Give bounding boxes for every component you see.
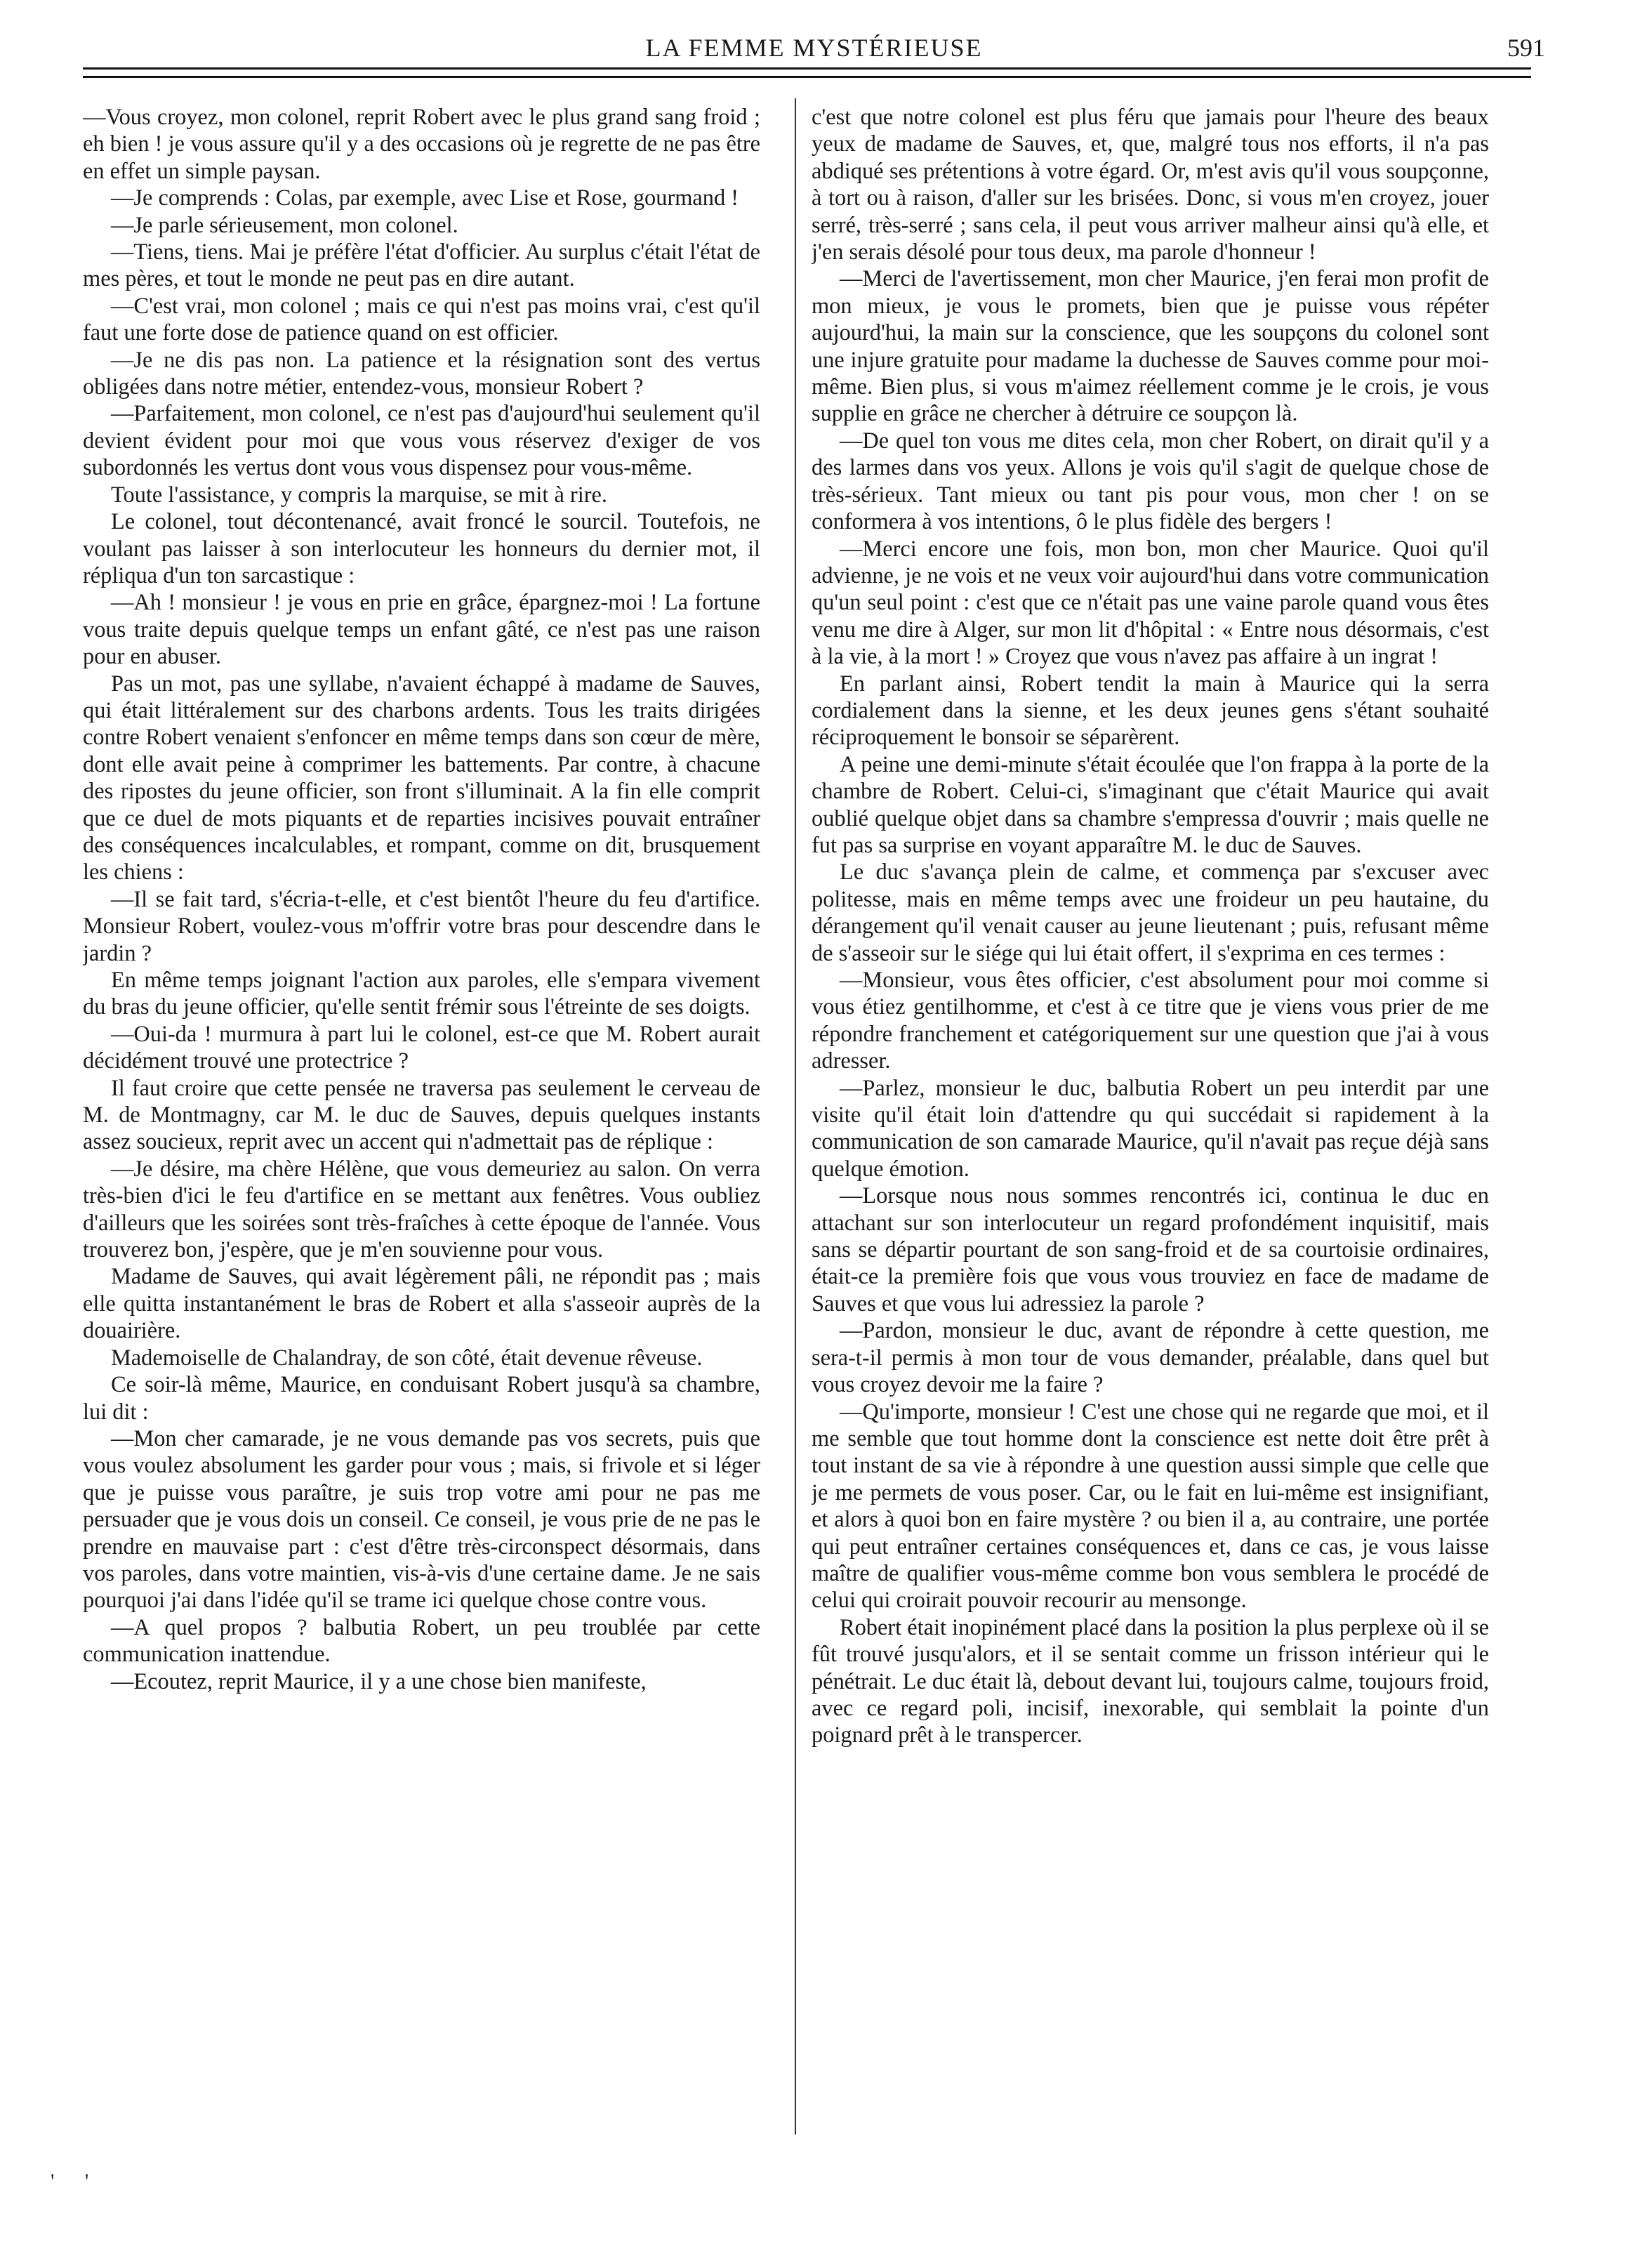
paragraph: —Ah ! monsieur ! je vous en prie en grâce, épargnez-moi ! La fortune vous traite depuis quelque temps un enfant gâté, ce n'est pas une raison pour en abuser. bbox=[83, 590, 760, 670]
paragraph: Toute l'assistance, y compris la marquise, se mit à rire. bbox=[111, 482, 607, 508]
page-number: 591 bbox=[1507, 34, 1545, 62]
paragraph: —De quel ton vous me dites cela, mon cher Robert, on dirait qu'il y a des larmes dans vos yeux. Allons je vois qu'il s'agit de quelque chose de très-sérieux. Tant mieux ou tant pis pour vous, mon cher ! on se conformera à vos intentions, ô le plus fidèle des bergers ! bbox=[812, 428, 1489, 535]
stray-print-marks: ' ' bbox=[51, 2170, 102, 2193]
paragraph: —Parfaitement, mon colonel, ce n'est pas d'aujourd'hui seulement qu'il devient évident pour moi que vous vous réservez d'exiger de vos subordonnés les vertus dont vous vous dispensez pour vous-même. bbox=[83, 401, 760, 481]
paragraph: Pas un mot, pas une syllabe, n'avaient échappé à madame de Sauves, qui était littéralement sur des charbons ardents. Tous les traits dirigées contre Robert venaient s'enfoncer en même temps dans son cœur de mère, dont elle avait peine à comprimer les battements. Par contre, à chacune des ripostes du jeune officier, son front s'illuminait. A la fin elle comprit que ce duel de mots piquants et de reparties incisives pouvait entraîner des conséquences incalculables, et rompant, comme on dit, brusquement les chiens : bbox=[83, 671, 760, 885]
paragraph: —C'est vrai, mon colonel ; mais ce qui n'est pas moins vrai, c'est qu'il faut une forte dose de patience quand on est officier. bbox=[83, 293, 760, 346]
paragraph: Madame de Sauves, qui avait légèrement pâli, ne répondit pas ; mais elle quitta instantanément le bras de Robert et alla s'asseoir auprès de la douairière. bbox=[83, 1264, 760, 1344]
paragraph: —Je ne dis pas non. La patience et la résignation sont des vertus obligées dans notre métier, entendez-vous, monsieur Robert ? bbox=[83, 347, 760, 400]
paragraph: —Ecoutez, reprit Maurice, il y a une chose bien manifeste, bbox=[111, 1668, 647, 1694]
paragraph: —Je comprends : Colas, par exemple, avec Lise et Rose, gourmand ! bbox=[111, 185, 739, 211]
paragraph: —Vous croyez, mon colonel, reprit Robert avec le plus grand sang froid ; eh bien ! je vous assure qu'il y a des occasions où je regrette de ne pas être en effet un simple paysan. bbox=[83, 105, 760, 184]
left-column bbox=[83, 104, 760, 2154]
paragraph: —Merci de l'avertissement, mon cher Maurice, j'en ferai mon profit de mon mieux, je vous le promets, bien que je puisse vous répéter aujourd'hui, la main sur la conscience, que les soupçons du colonel sont une injure gratuite pour madame la duchesse de Sauves comme pour moi-même. Bien plus, si vous m'aimez réellement comme je le crois, je vous supplie en grâce ne chercher à détruire ce soupçon là. bbox=[812, 266, 1489, 427]
paragraph: —A quel propos ? balbutia Robert, un peu troublée par cette communication inattendue. bbox=[83, 1614, 760, 1668]
paragraph: Ce soir-là même, Maurice, en conduisant Robert jusqu'à sa chambre, lui dit : bbox=[83, 1372, 760, 1425]
paragraph: Robert était inopinément placé dans la position la plus perplexe où il se fût trouvé jusqu'alors, et il se sentait comme un frisson intérieur qui le pénétrait. Le duc était là, debout devant lui, toujours calme, toujours froid, avec ce regard poli, incisif, inexorable, qui semblait la pointe d'un poignard prêt à le transpercer. bbox=[812, 1614, 1489, 1748]
header-rule-bottom bbox=[83, 76, 1531, 78]
paragraph: —Je désire, ma chère Hélène, que vous demeuriez au salon. On verra très-bien d'ici le feu d'artifice en se mettant aux fenêtres. Vous oubliez d'ailleurs que les soirées sont très-fraîches à cette époque de l'année. Vous trouverez bon, j'espère, que je m'en souvienne pour vous. bbox=[83, 1156, 760, 1263]
header-rule-top bbox=[83, 67, 1531, 70]
paragraph: —Pardon, monsieur le duc, avant de répondre à cette question, me sera-t-il permis à mon tour de vous demander, préalable, dans quel but vous croyez devoir me la faire ? bbox=[812, 1318, 1489, 1398]
paragraph: Il faut croire que cette pensée ne traversa pas seulement le cerveau de M. de Montmagny, car M. le duc de Sauves, depuis quelques instants assez soucieux, reprit avec un accent qui n'admettait pas de réplique : bbox=[83, 1075, 760, 1155]
right-column bbox=[812, 104, 1489, 2154]
paragraph: Mademoiselle de Chalandray, de son côté, était devenue rêveuse. bbox=[111, 1345, 703, 1371]
paragraph: —Oui-da ! murmura à part lui le colonel, est-ce que M. Robert aurait décidément trouvé une protectrice ? bbox=[83, 1021, 760, 1074]
paragraph: A peine une demi-minute s'était écoulée que l'on frappa à la porte de la chambre de Robert. Celui-ci, s'imaginant que c'était Maurice qui avait oublié quelque objet dans sa chambre s'empressa d'ouvrir ; mais quelle ne fut pas sa surprise en voyant apparaître M. le duc de Sauves. bbox=[812, 751, 1489, 858]
paragraph: c'est que notre colonel est plus féru que jamais pour l'heure des beaux yeux de madame de Sauves, et, que, malgré tous nos efforts, il n'a pas abdiqué ses prétentions à votre égard. Or, m'est avis qu'il vous soupçonne, à tort ou à raison, d'aller sur les brisées. Donc, si vous m'en croyez, jouer serré, très-serré ; sans cela, il peut vous arriver malheur ainsi qu'à elle, et j'en serais désolé pour tous deux, ma parole d'honneur ! bbox=[812, 105, 1489, 265]
paragraph: —Qu'importe, monsieur ! C'est une chose qui ne regarde que moi, et il me semble que tout homme dont la conscience est nette doit être prêt à tout instant de sa vie à répondre à une question aussi simple que celle que je me permets de vous poser. Car, ou le fait en lui-même est insignifiant, et alors à quoi bon en faire mystère ? ou bien il a, au contraire, une portée qui peut entraîner certaines conséquences et, dans ce cas, je vous laisse maître de qualifier vous-même comme bon vous semblera le procédé de celui qui croirait pouvoir recourir au mensonge. bbox=[812, 1399, 1489, 1614]
paragraph: —Mon cher camarade, je ne vous demande pas vos secrets, puis que vous voulez absolument les garder pour vous ; mais, si frivole et si léger que je puisse vous paraître, je suis trop votre ami pour ne pas me persuader que je vous dois un conseil. Ce conseil, je vous prie de ne pas le prendre en mauvaise part : c'est d'être très-circonspect désormais, dans vos paroles, dans votre maintien, vis-à-vis d'une certaine dame. Je ne sais pourquoi j'ai dans l'idée qu'il se trame ici quelque chose contre vous. bbox=[83, 1425, 760, 1614]
running-title: LA FEMME MYSTÉRIEUSE bbox=[645, 34, 983, 62]
column-divider bbox=[795, 98, 796, 2135]
paragraph: —Merci encore une fois, mon bon, mon cher Maurice. Quoi qu'il advienne, je ne vois et ne veux voir aujourd'hui dans votre communication qu'un seul point : c'est que ce n'était pas une vaine parole quand vous êtes venu me dire à Alger, sur mon lit d'hôpital : « Entre nous désormais, c'est à la vie, à la mort ! » Croyez que vous n'avez pas affaire à un ingrat ! bbox=[812, 536, 1489, 670]
paragraph: En parlant ainsi, Robert tendit la main à Maurice qui la serra cordialement dans la sienne, et les deux jeunes gens s'étant souhaité réciproquement le bonsoir se séparèrent. bbox=[812, 671, 1489, 751]
paragraph: En même temps joignant l'action aux paroles, elle s'empara vivement du bras du jeune officier, qu'elle sentit frémir sous l'étreinte de ses doigts. bbox=[83, 968, 760, 1020]
paragraph: —Je parle sérieusement, mon colonel. bbox=[111, 212, 458, 238]
paragraph: —Tiens, tiens. Mai je préfère l'état d'officier. Au surplus c'était l'état de mes pères, et tout le monde ne peut pas en dire autant. bbox=[83, 239, 760, 292]
paragraph: Le duc s'avança plein de calme, et commença par s'excuser avec politesse, mais en même temps avec une froideur un peu hautaine, du dérangement qu'il venait causer au jeune lieutenant ; puis, refusant même de s'asseoir sur le siége qui lui était offert, il s'exprima en ces termes : bbox=[812, 859, 1489, 966]
paragraph: Le colonel, tout décontenancé, avait froncé le sourcil. Toutefois, ne voulant pas laisser à son interlocuteur les honneurs du dernier mot, il répliqua d'un ton sarcastique : bbox=[83, 509, 760, 588]
paragraph: —Monsieur, vous êtes officier, c'est absolument pour moi comme si vous étiez gentilhomme, et c'est à ce titre que je viens vous prier de me répondre franchement et catégoriquement sur une question que j'ai à vous adresser. bbox=[812, 968, 1489, 1074]
paragraph: —Il se fait tard, s'écria-t-elle, et c'est bientôt l'heure du feu d'artifice. Monsieur Robert, voulez-vous m'offrir votre bras pour descendre dans le jardin ? bbox=[83, 886, 760, 966]
paragraph: —Lorsque nous nous sommes rencontrés ici, continua le duc en attachant sur son interlocuteur un regard profondément inquisitif, mais sans se départir pourtant de son sang-froid et de sa courtoisie ordinaires, était-ce la première fois que vous vous trouviez en face de madame de Sauves et que vous lui adressiez la parole ? bbox=[812, 1183, 1489, 1317]
paragraph: —Parlez, monsieur le duc, balbutia Robert un peu interdit par une visite qu'il était loin d'attendre qu qui succédait si rapidement à la communication de son camarade Maurice, qu'il n'avait pas reçue déjà sans quelque émotion. bbox=[812, 1075, 1489, 1182]
